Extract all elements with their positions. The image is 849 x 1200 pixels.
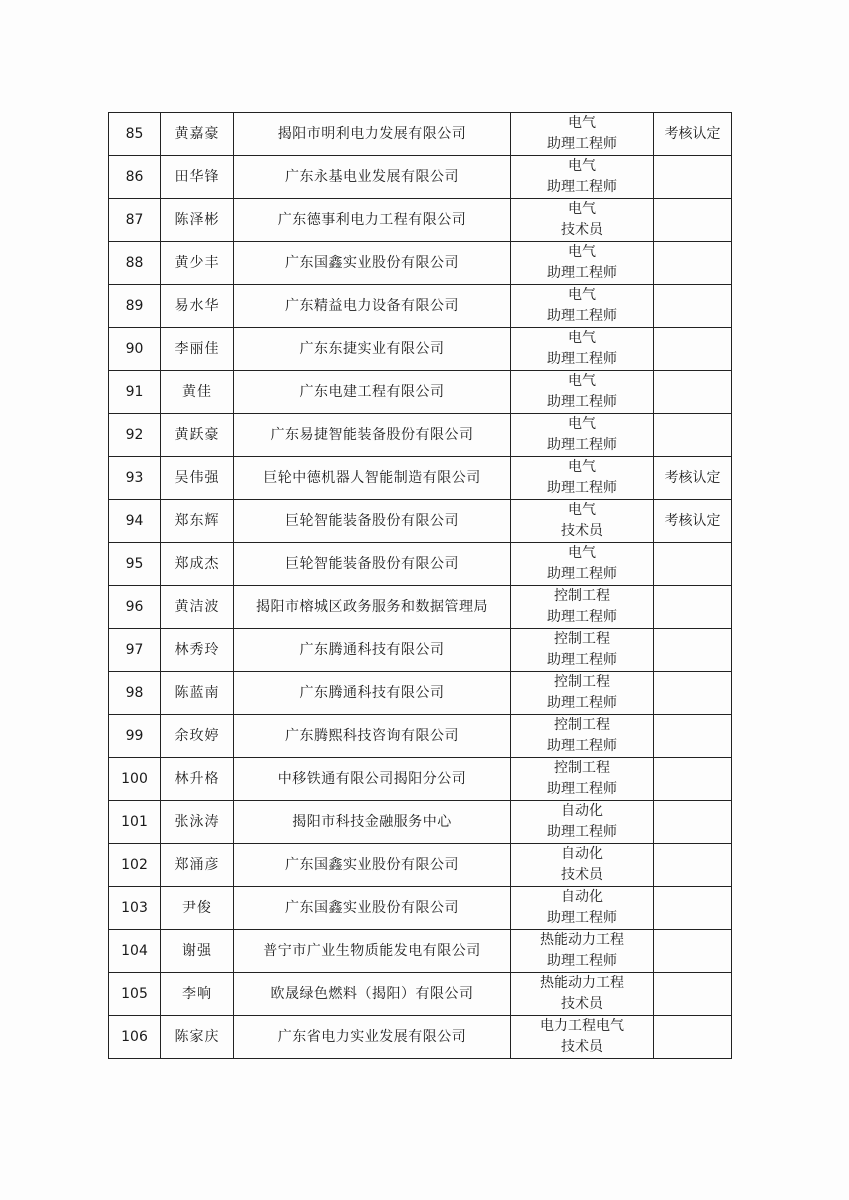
title-level: 技术员 <box>561 996 603 1012</box>
specialty: 控制工程 <box>554 674 610 690</box>
title-level: 技术员 <box>561 867 603 883</box>
table-row <box>109 199 732 242</box>
row-number: 105 <box>109 973 161 1016</box>
qualification <box>511 672 654 715</box>
specialty: 电气 <box>568 244 596 260</box>
title-level: 技术员 <box>561 222 603 238</box>
organization: 揭阳市榕城区政务服务和数据管理局 <box>234 586 511 629</box>
qualification <box>511 973 654 1016</box>
organization: 揭阳市科技金融服务中心 <box>234 801 511 844</box>
remark: 考核认定 <box>654 500 732 543</box>
remark <box>654 199 732 242</box>
person-name: 易水华 <box>161 285 234 328</box>
table-row <box>109 113 732 156</box>
remark <box>654 543 732 586</box>
row-number: 90 <box>109 328 161 371</box>
qualification <box>511 242 654 285</box>
title-level: 助理工程师 <box>547 351 617 367</box>
table-row <box>109 500 732 543</box>
specialty: 控制工程 <box>554 717 610 733</box>
row-number: 85 <box>109 113 161 156</box>
organization: 广东德事利电力工程有限公司 <box>234 199 511 242</box>
person-name: 林秀玲 <box>161 629 234 672</box>
row-number: 93 <box>109 457 161 500</box>
organization: 广东精益电力设备有限公司 <box>234 285 511 328</box>
organization: 普宁市广业生物质能发电有限公司 <box>234 930 511 973</box>
row-number: 91 <box>109 371 161 414</box>
specialty: 电气 <box>568 545 596 561</box>
person-name: 尹俊 <box>161 887 234 930</box>
organization: 巨轮中德机器人智能制造有限公司 <box>234 457 511 500</box>
person-name: 郑东辉 <box>161 500 234 543</box>
table-row <box>109 887 732 930</box>
table-row <box>109 930 732 973</box>
roster-table <box>108 112 732 1059</box>
qualification <box>511 156 654 199</box>
qualification <box>511 285 654 328</box>
person-name: 李响 <box>161 973 234 1016</box>
remark <box>654 414 732 457</box>
qualification <box>511 629 654 672</box>
remark <box>654 629 732 672</box>
table-row <box>109 672 732 715</box>
table-row <box>109 801 732 844</box>
qualification <box>511 457 654 500</box>
person-name: 黄嘉豪 <box>161 113 234 156</box>
row-number: 106 <box>109 1016 161 1059</box>
person-name: 黄洁波 <box>161 586 234 629</box>
title-level: 助理工程师 <box>547 480 617 496</box>
person-name: 陈家庆 <box>161 1016 234 1059</box>
row-number: 99 <box>109 715 161 758</box>
organization: 广东国鑫实业股份有限公司 <box>234 242 511 285</box>
specialty: 电力工程电气 <box>540 1018 624 1034</box>
organization: 广东国鑫实业股份有限公司 <box>234 844 511 887</box>
person-name: 李丽佳 <box>161 328 234 371</box>
specialty: 电气 <box>568 158 596 174</box>
title-level: 助理工程师 <box>547 652 617 668</box>
table-row <box>109 543 732 586</box>
specialty: 自动化 <box>561 803 603 819</box>
organization: 广东腾通科技有限公司 <box>234 672 511 715</box>
qualification <box>511 500 654 543</box>
table-row <box>109 328 732 371</box>
specialty: 控制工程 <box>554 588 610 604</box>
organization: 中移铁通有限公司揭阳分公司 <box>234 758 511 801</box>
row-number: 97 <box>109 629 161 672</box>
table-row <box>109 414 732 457</box>
specialty: 热能动力工程 <box>540 975 624 991</box>
remark: 考核认定 <box>654 457 732 500</box>
row-number: 89 <box>109 285 161 328</box>
specialty: 自动化 <box>561 889 603 905</box>
person-name: 谢强 <box>161 930 234 973</box>
row-number: 100 <box>109 758 161 801</box>
specialty: 电气 <box>568 201 596 217</box>
qualification <box>511 414 654 457</box>
title-level: 助理工程师 <box>547 179 617 195</box>
row-number: 86 <box>109 156 161 199</box>
qualification <box>511 371 654 414</box>
title-level: 助理工程师 <box>547 695 617 711</box>
organization: 广东易捷智能装备股份有限公司 <box>234 414 511 457</box>
organization: 广东永基电业发展有限公司 <box>234 156 511 199</box>
person-name: 黄跃豪 <box>161 414 234 457</box>
person-name: 郑涌彦 <box>161 844 234 887</box>
qualification <box>511 586 654 629</box>
organization: 广东国鑫实业股份有限公司 <box>234 887 511 930</box>
qualification <box>511 1016 654 1059</box>
remark <box>654 586 732 629</box>
qualification <box>511 328 654 371</box>
person-name: 余玫婷 <box>161 715 234 758</box>
organization: 巨轮智能装备股份有限公司 <box>234 543 511 586</box>
remark <box>654 930 732 973</box>
qualification <box>511 199 654 242</box>
qualification <box>511 930 654 973</box>
organization: 揭阳市明利电力发展有限公司 <box>234 113 511 156</box>
person-name: 吴伟强 <box>161 457 234 500</box>
specialty: 电气 <box>568 416 596 432</box>
specialty: 自动化 <box>561 846 603 862</box>
remark <box>654 844 732 887</box>
remark <box>654 156 732 199</box>
specialty: 电气 <box>568 330 596 346</box>
remark <box>654 1016 732 1059</box>
organization: 广东腾熙科技咨询有限公司 <box>234 715 511 758</box>
title-level: 助理工程师 <box>547 437 617 453</box>
qualification <box>511 887 654 930</box>
qualification <box>511 543 654 586</box>
row-number: 103 <box>109 887 161 930</box>
row-number: 101 <box>109 801 161 844</box>
row-number: 98 <box>109 672 161 715</box>
qualification <box>511 758 654 801</box>
specialty: 电气 <box>568 287 596 303</box>
row-number: 95 <box>109 543 161 586</box>
title-level: 助理工程师 <box>547 781 617 797</box>
row-number: 102 <box>109 844 161 887</box>
organization: 广东省电力实业发展有限公司 <box>234 1016 511 1059</box>
table-row <box>109 371 732 414</box>
remark <box>654 371 732 414</box>
title-level: 助理工程师 <box>547 910 617 926</box>
title-level: 助理工程师 <box>547 953 617 969</box>
title-level: 助理工程师 <box>547 609 617 625</box>
specialty: 电气 <box>568 459 596 475</box>
table-row <box>109 285 732 328</box>
specialty: 控制工程 <box>554 631 610 647</box>
title-level: 技术员 <box>561 1039 603 1055</box>
remark <box>654 758 732 801</box>
organization: 欧晟绿色燃料（揭阳）有限公司 <box>234 973 511 1016</box>
organization: 巨轮智能装备股份有限公司 <box>234 500 511 543</box>
roster-body <box>109 113 732 1059</box>
remark <box>654 285 732 328</box>
person-name: 林升格 <box>161 758 234 801</box>
row-number: 88 <box>109 242 161 285</box>
specialty: 控制工程 <box>554 760 610 776</box>
title-level: 助理工程师 <box>547 566 617 582</box>
person-name: 田华锋 <box>161 156 234 199</box>
row-number: 87 <box>109 199 161 242</box>
title-level: 助理工程师 <box>547 824 617 840</box>
title-level: 技术员 <box>561 523 603 539</box>
table-row <box>109 586 732 629</box>
organization: 广东腾通科技有限公司 <box>234 629 511 672</box>
specialty: 热能动力工程 <box>540 932 624 948</box>
remark <box>654 973 732 1016</box>
table-row <box>109 156 732 199</box>
remark <box>654 328 732 371</box>
qualification <box>511 801 654 844</box>
organization: 广东东捷实业有限公司 <box>234 328 511 371</box>
remark: 考核认定 <box>654 113 732 156</box>
title-level: 助理工程师 <box>547 265 617 281</box>
person-name: 黄佳 <box>161 371 234 414</box>
row-number: 92 <box>109 414 161 457</box>
table-row <box>109 1016 732 1059</box>
row-number: 94 <box>109 500 161 543</box>
organization: 广东电建工程有限公司 <box>234 371 511 414</box>
qualification <box>511 113 654 156</box>
remark <box>654 715 732 758</box>
person-name: 郑成杰 <box>161 543 234 586</box>
title-level: 助理工程师 <box>547 394 617 410</box>
specialty: 电气 <box>568 115 596 131</box>
remark <box>654 672 732 715</box>
title-level: 助理工程师 <box>547 308 617 324</box>
row-number: 96 <box>109 586 161 629</box>
person-name: 黄少丰 <box>161 242 234 285</box>
table-row <box>109 973 732 1016</box>
person-name: 张泳涛 <box>161 801 234 844</box>
remark <box>654 801 732 844</box>
specialty: 电气 <box>568 502 596 518</box>
person-name: 陈泽彬 <box>161 199 234 242</box>
table-row <box>109 629 732 672</box>
title-level: 助理工程师 <box>547 136 617 152</box>
specialty: 电气 <box>568 373 596 389</box>
title-level: 助理工程师 <box>547 738 617 754</box>
remark <box>654 887 732 930</box>
table-row <box>109 844 732 887</box>
person-name: 陈蓝南 <box>161 672 234 715</box>
remark <box>654 242 732 285</box>
table-row <box>109 758 732 801</box>
qualification <box>511 715 654 758</box>
table-row <box>109 715 732 758</box>
qualification <box>511 844 654 887</box>
row-number: 104 <box>109 930 161 973</box>
table-row <box>109 242 732 285</box>
table-row <box>109 457 732 500</box>
